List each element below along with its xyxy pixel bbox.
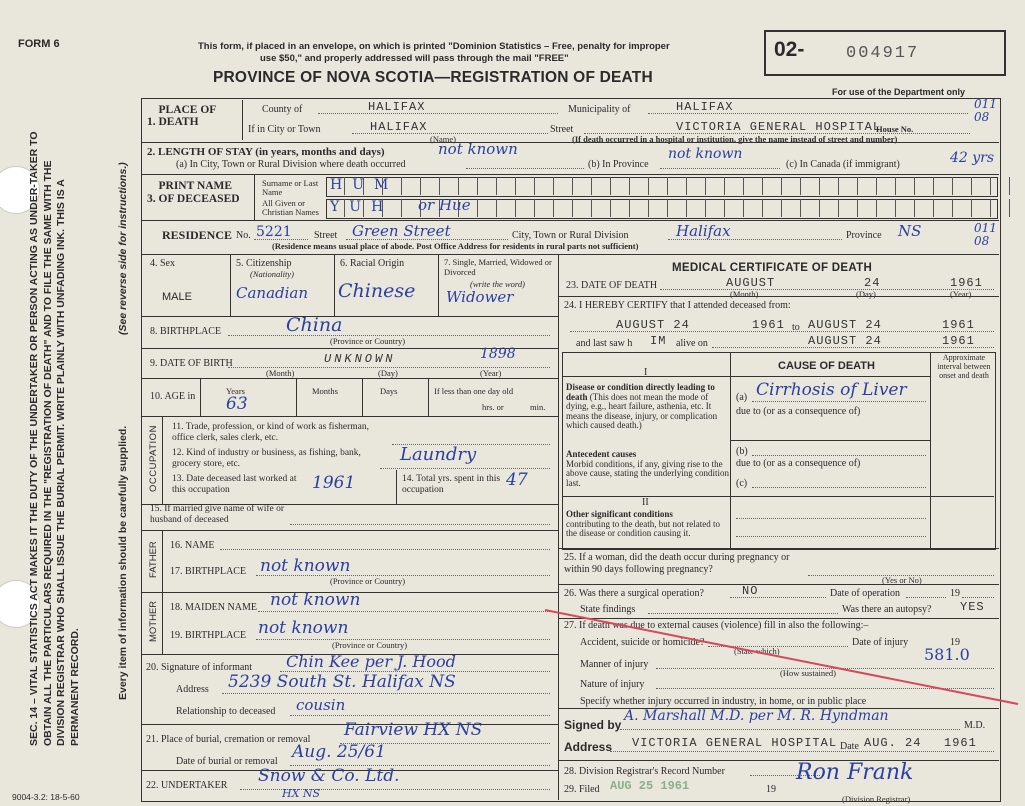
place-code: 011 08 (974, 97, 997, 124)
medical-certificate-title: MEDICAL CERTIFICATE OF DEATH (672, 262, 873, 274)
date-of-birth-value[interactable]: UNKNOWN (324, 352, 396, 366)
residence-street-value[interactable]: Green Street (352, 222, 451, 240)
residence-no-label: No. (236, 230, 251, 241)
city-value[interactable]: HALIFAX (370, 120, 428, 134)
manner-of-injury-label: Manner of injury (580, 659, 649, 670)
racial-origin-label: 6. Racial Origin (340, 258, 405, 269)
undertaker-city: HX NS (282, 787, 321, 800)
last-worked-value[interactable]: 1961 (312, 473, 356, 493)
registrar-record-label: 28. Division Registrar's Record Number (564, 766, 725, 777)
stay-canada-value[interactable]: 42 yrs (950, 150, 995, 166)
antecedent-label: Antecedent causes (566, 449, 637, 459)
residence-street-label: Street (314, 230, 338, 241)
address-date-label: Date (840, 741, 859, 752)
informant-signature-label: 20. Signature of informant (146, 662, 253, 673)
dob-day-hint: (Day) (378, 368, 398, 378)
attended-to-date[interactable]: AUGUST 24 (808, 318, 882, 332)
form-title: PROVINCE OF NOVA SCOTIA—REGISTRATION OF DEATH (213, 69, 653, 86)
birthplace-value[interactable]: China (286, 314, 343, 336)
how-sustained-hint: (How sustained) (780, 668, 836, 678)
stay-city-label: (a) In City, Town or Rural Division where death occurred (176, 159, 406, 170)
relationship-label: Relationship to deceased (176, 706, 276, 717)
other-conditions-note: contributing to the death, but not related to the disease or condition causing it. (566, 518, 720, 538)
under-day-label: If less than one day old (434, 386, 514, 396)
stay-city-value[interactable]: not known (438, 140, 518, 158)
antecedent-note: Morbid conditions, if any, giving rise to the above cause, stating the underlying condition last. (566, 458, 729, 488)
stay-province-label: (b) In Province (588, 159, 649, 170)
house-no-label: House No. (876, 124, 914, 134)
hours-label: hrs. or (482, 402, 504, 412)
given-names-alternate: or Hue (418, 196, 471, 214)
certify-label: 24. I HEREBY CERTIFY that I attended deceased from: (564, 300, 791, 311)
industry-label: 12. Kind of industry or business, as fishing, bank, grocery store, etc. (172, 448, 361, 469)
due-to-a-label: due to (or as a consequence of) (736, 406, 861, 417)
surname-letter-3: M (374, 177, 399, 193)
mother-maiden-name-value[interactable]: not known (270, 590, 361, 610)
physician-address-label: Address (564, 740, 613, 754)
surgical-operation-question: 26. Was there a surgical operation? (564, 588, 704, 599)
registration-prefix: 02- (774, 38, 805, 61)
spouse-label: 15. If married give name of wife or husband of deceased (150, 504, 285, 525)
injury-date-label: Date of injury (852, 637, 909, 648)
death-month-hint: (Month) (730, 289, 759, 299)
residence-label: RESIDENCE (162, 228, 233, 242)
last-saw-value[interactable]: IM (650, 334, 667, 348)
injury-place-label: Specify whether injury occurred in industry, in home, or in public place (580, 696, 867, 707)
burial-date-value[interactable]: Aug. 25/61 (292, 742, 386, 762)
stay-canada-label: (c) In Canada (if immigrant) (786, 159, 900, 170)
father-name-label: 16. NAME (170, 540, 215, 551)
street-label: Street (550, 124, 574, 135)
mother-birthplace-hint: (Province or Country) (332, 640, 408, 650)
section-1-number: 1. (147, 116, 156, 128)
nature-of-injury-label: Nature of injury (580, 679, 645, 690)
filed-date-stamp: AUG 25 1961 (610, 779, 690, 793)
father-birthplace-value[interactable]: not known (260, 556, 351, 576)
given-names-label: All Given or Christian Names (262, 198, 319, 217)
autopsy-question: Was there an autopsy? (842, 604, 932, 615)
residence-no-value[interactable]: 5221 (256, 224, 292, 240)
marital-status-hint: (write the word) (470, 279, 525, 289)
department-use-note: For use of the Department only (832, 87, 966, 97)
age-months-label: Months (312, 386, 338, 396)
pregnancy-yes-no-hint: (Yes or No) (882, 575, 922, 585)
operation-year-prefix: 19 (950, 588, 960, 599)
surname-letter-2: U (352, 177, 375, 193)
date-of-death-label: 23. DATE OF DEATH (566, 280, 658, 291)
state-which-hint: (State which) (734, 646, 780, 656)
residence-province-label: Province (846, 230, 882, 241)
informant-address-label: Address (176, 684, 209, 695)
length-of-stay-label: LENGTH OF STAY (in years, months and days) (158, 146, 385, 158)
age-days-label: Days (380, 386, 398, 396)
occupation-side-label: OCCUPATION (148, 425, 159, 492)
attended-to-word: to (792, 322, 800, 333)
sex-label: 4. Sex (150, 258, 175, 269)
red-strike-line (540, 600, 1020, 710)
last-saw-label: and last saw h (576, 338, 633, 349)
municipality-value[interactable]: HALIFAX (676, 100, 734, 114)
given-letter-3: H (371, 199, 394, 215)
total-years-label: 14. Total yrs. spent in this occupation (402, 474, 501, 495)
county-value[interactable]: HALIFAX (368, 100, 426, 114)
death-day[interactable]: 24 (864, 276, 881, 290)
municipality-label: Municipality of (568, 104, 631, 115)
age-years-label: Years (226, 386, 245, 396)
sex-value[interactable]: MALE (162, 291, 192, 303)
alive-on-year[interactable]: 1961 (942, 334, 975, 348)
informant-signature-value[interactable]: Chin Kee per J. Hood (286, 652, 456, 671)
part-one-marker: I (644, 367, 648, 378)
citizenship-label: 5. Citizenship (236, 258, 292, 269)
mail-notice-2: use $50," and properly addressed will pass through the mail "FREE" (260, 53, 569, 64)
father-birthplace-label: 17. BIRTHPLACE (170, 566, 247, 577)
every-item-note: Every item of information should be carefully supplied. (117, 425, 129, 700)
registration-number: 004917 (846, 44, 920, 63)
citizenship-hint: (Nationality) (250, 269, 294, 279)
surgical-operation-value[interactable]: NO (742, 584, 759, 598)
age-label: 10. AGE in (150, 391, 196, 402)
stay-province-value[interactable]: not known (668, 146, 743, 162)
date-of-birth-label: 9. DATE OF BIRTH (150, 358, 233, 369)
birth-year-value[interactable]: 1898 (480, 346, 516, 362)
cause-a-value[interactable]: Cirrhosis of Liver (756, 380, 907, 400)
form-code: 9004-3.2: 18-5-60 (12, 792, 80, 802)
findings-label: State findings (580, 604, 636, 615)
signed-by-label: Signed by (564, 718, 622, 732)
given-letter-1: Y (330, 199, 350, 215)
address-date-value[interactable]: AUG. 24 (864, 736, 922, 750)
industry-value[interactable]: Laundry (400, 444, 477, 465)
external-causes-question: 27. If death was due to external causes (violence) fill in also the following:– (564, 620, 869, 631)
county-label: County of (262, 104, 303, 115)
undertaker-value[interactable]: Snow & Co. Ltd. (258, 766, 400, 786)
age-years-value[interactable]: 63 (226, 394, 248, 414)
accident-label: Accident, suicide or homicide? (580, 637, 705, 648)
given-letter-2: U (349, 199, 372, 215)
code-value: 581.0 (924, 645, 970, 664)
total-years-value[interactable]: 47 (506, 470, 528, 490)
cause-b-marker: (b) (736, 446, 748, 457)
operation-date-label: Date of operation (830, 588, 900, 599)
residence-province-value[interactable]: NS (898, 222, 922, 240)
attended-from-date[interactable]: AUGUST 24 (616, 318, 690, 332)
due-to-b-label: due to (or as a consequence of) (736, 458, 861, 469)
reverse-side-note: (See reverse side for instructions.) (117, 162, 129, 335)
filed-year-prefix: 19 (766, 784, 776, 795)
vital-statistics-notice: SEC. 14 – VITAL STATISTICS ACT MAKES IT THE DUTY OF THE UNDERTAKER OR PERSON ACTING AS UNDER-TAKER TO OBTAIN ALL THE PARTICULARS REQUIRED IN THE "REGISTRATION OF DEATH" AND TO FILE THE SAME WITH THE DIVISION REGISTRAR WHO SHALL ISSUE THE BURIAL PERMIT. WRITE PLAINLY WITH UNFADING INK. THIS IS A PERMANENT RECORD. (28, 131, 81, 746)
last-worked-label: 13. Date deceased last worked at this occupation (172, 474, 297, 495)
alive-on-label: alive on (676, 338, 708, 349)
mother-maiden-name-label: 18. MAIDEN NAME (170, 602, 257, 613)
mother-side-label: MOTHER (148, 600, 159, 642)
mother-birthplace-label: 19. BIRTHPLACE (170, 630, 247, 641)
city-label: If in City or Town (248, 124, 321, 135)
cause-c-marker: (c) (736, 478, 748, 489)
address-year-value[interactable]: 1961 (944, 736, 977, 750)
racial-origin-value[interactable]: Chinese (338, 280, 416, 302)
dob-year-hint: (Year) (480, 368, 502, 378)
form-number: FORM 6 (18, 38, 60, 50)
birthplace-hint: (Province or Country) (330, 336, 406, 346)
mail-notice-1: This form, if placed in an envelope, on which is printed "Dominion Statistics – Free, penalty for improper (198, 41, 670, 52)
death-year[interactable]: 1961 (950, 276, 983, 290)
section-3-number: 3. (147, 193, 156, 205)
trade-label: 11. Trade, profession, or kind of work as fisherman, office clerk, sales clerk, etc. (172, 422, 370, 443)
surname-letter-1: H (330, 177, 353, 193)
hospital-note: (If death occurred in a hospital or institution, give the name instead of street and number) (572, 134, 898, 144)
disease-note: (This does not mean the mode of dying, e.g., heart failure, asthenia, etc. It means the disease, injury, or complication which caused death.) (566, 391, 718, 430)
residence-city-label: City, Town or Rural Division (512, 230, 629, 241)
injury-year-prefix: 19 (950, 637, 960, 648)
death-month[interactable]: AUGUST (726, 276, 776, 290)
disease-label: Disease or condition directly leading to death (566, 382, 715, 402)
filed-label: 29. Filed (564, 784, 600, 795)
print-name-label: PRINT NAME OF DECEASED (158, 180, 240, 205)
burial-place-label: 21. Place of burial, cremation or removal (146, 734, 311, 745)
surname-label: Surname or Last Name (262, 178, 319, 197)
dob-month-hint: (Month) (266, 368, 295, 378)
citizenship-value[interactable]: Canadian (236, 284, 309, 302)
residence-code: 011 08 (974, 221, 997, 248)
physician-address-value[interactable]: VICTORIA GENERAL HOSPITAL (632, 736, 838, 750)
part-two-marker: II (642, 497, 649, 508)
registrar-hint: (Division Registrar) (842, 794, 911, 804)
cause-of-death-title: CAUSE OF DEATH (778, 360, 875, 372)
informant-address-value[interactable]: 5239 South St. Halifax NS (228, 672, 456, 692)
marital-status-value[interactable]: Widower (446, 288, 514, 306)
onset-interval-label: Approximate interval between onset and death (937, 353, 991, 380)
death-year-hint: (Year) (950, 289, 972, 299)
undertaker-label: 22. UNDERTAKER (146, 780, 228, 791)
minutes-label: min. (530, 402, 546, 412)
place-of-death-label: PLACE OF DEATH (158, 104, 216, 128)
father-side-label: FATHER (148, 541, 159, 578)
pregnancy-question: 25. If a woman, did the death occur during pregnancy or within 90 days following pregnancy? (564, 552, 790, 575)
mother-birthplace-value[interactable]: not known (258, 618, 349, 638)
residence-note: (Residence means usual place of abode. Post Office Address for residents in rural parts not sufficient) (272, 241, 639, 251)
attended-to-year[interactable]: 1961 (942, 318, 975, 332)
death-day-hint: (Day) (856, 289, 876, 299)
relationship-value[interactable]: cousin (296, 696, 346, 714)
burial-place-value[interactable]: Fairview HX NS (344, 720, 483, 740)
cause-a-marker: (a) (736, 392, 748, 403)
autopsy-value[interactable]: YES (960, 600, 985, 614)
burial-date-label: Date of burial or removal (176, 756, 278, 767)
alive-on-date[interactable]: AUGUST 24 (808, 334, 882, 348)
father-birthplace-hint: (Province or Country) (330, 576, 406, 586)
attended-from-year[interactable]: 1961 (752, 318, 785, 332)
birthplace-label: 8. BIRTHPLACE (150, 326, 222, 337)
section-2-number: 2. (147, 146, 156, 158)
marital-status-label: 7. Single, Married, Widowed or Divorced (444, 257, 552, 277)
residence-city-value[interactable]: Halifax (676, 222, 731, 240)
md-suffix: M.D. (964, 720, 986, 731)
registrar-signature[interactable]: Ron Frank (796, 760, 914, 785)
physician-signature[interactable]: A. Marshall M.D. per M. R. Hyndman (624, 708, 889, 724)
city-name-hint: (Name) (430, 134, 456, 144)
street-value[interactable]: VICTORIA GENERAL HOSPITAL (676, 120, 882, 134)
other-conditions-label: Other significant conditions (566, 509, 673, 519)
